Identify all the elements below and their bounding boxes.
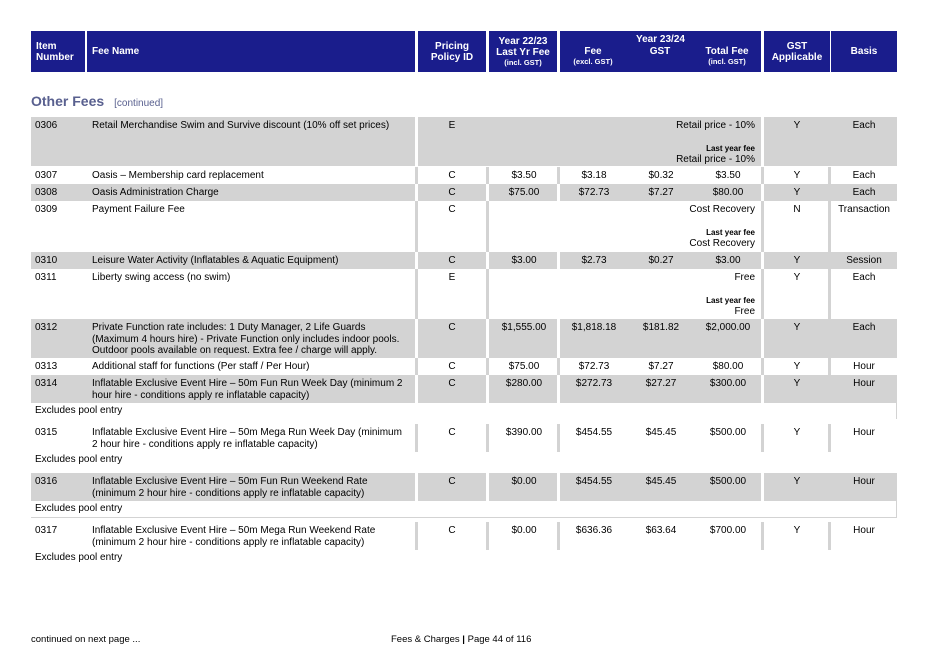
header-applicable-label: Applicable [771,51,823,63]
fee-excl-gst: $2.73 [581,255,607,266]
total-fee: $300.00 [709,378,747,389]
total-fee: $3.00 [715,255,741,266]
last-yr-fee: $3.50 [511,170,537,181]
fee-excl-gst: $454.55 [575,427,613,438]
fee-excl-gst: $72.73 [578,361,610,372]
gst-applicable: N [793,204,801,215]
table-row [31,473,897,501]
fee-excl-gst: $636.36 [575,525,613,536]
fee-text: Free [734,272,755,283]
row-note [31,452,897,468]
gst-amount: $7.27 [648,361,674,372]
header-fee-label: Fee [584,46,602,57]
gst-applicable: Y [793,525,801,536]
pricing-policy: C [448,378,456,389]
header-fee-name-label: Fee Name [92,46,140,57]
fee-name: Oasis – Membership card replacement [92,170,264,181]
basis: Hour [853,378,875,389]
fee-name: Oasis Administration Charge [92,187,219,198]
footer-separator: | [462,634,465,645]
pricing-policy: C [448,204,456,215]
header-incl-gst: (incl. GST) [504,57,542,67]
header-fee-name [87,31,415,72]
gst-amount: $0.27 [648,255,674,266]
last-year-label: Last year fee [706,143,755,153]
total-fee: $80.00 [712,187,744,198]
pricing-policy: C [448,255,456,266]
fee-text-block [490,120,755,166]
footer-doc-title: Fees & Charges [391,634,460,645]
row-note [31,550,897,566]
section-title-text: Other Fees [31,93,105,109]
header-total-fee-label: Total Fee [705,46,749,57]
last-yr-fee: $0.00 [511,525,537,536]
footer-continued: continued on next page ... [31,634,141,645]
basis: Transaction [838,204,890,215]
gst-amount: $27.27 [645,378,677,389]
section-continued: [continued] [114,98,164,109]
table-row [31,424,897,452]
gst-amount: $45.45 [645,427,677,438]
gst-applicable: Y [793,378,801,389]
gst-applicable: Y [793,255,801,266]
row-note-text: Excludes pool entry [35,405,123,416]
fee-name: Leisure Water Activity (Inflatables & Aquatic Equipment) [92,255,339,266]
fee-excl-gst: $1,818.18 [571,322,617,333]
pricing-policy: E [448,120,456,131]
gst-applicable: Y [793,476,801,487]
basis: Each [852,322,876,333]
basis: Hour [853,525,875,536]
pricing-policy: E [448,272,456,283]
total-fee: $2,000.00 [705,322,751,333]
fee-name: Payment Failure Fee [92,204,185,215]
item-number: 0316 [35,476,58,487]
gst-amount: $0.32 [648,170,674,181]
row-note-text: Excludes pool entry [35,454,123,465]
pricing-policy: C [448,476,456,487]
fee-excl-gst: $3.18 [581,170,607,181]
fee-name: Private Function rate includes: 1 Duty Manager, 2 Life Guards (Maximum 4 hours hire) - Private Function only includes indoor pools. Outdoor pools available on request. Extra fee / charge will apply. [92,322,400,356]
header-year-curr: Year 23/24 [636,34,685,45]
item-number: 0317 [35,525,58,536]
last-yr-fee: $75.00 [508,187,540,198]
fee-excl-gst: $454.55 [575,476,613,487]
item-number: 0306 [35,120,58,131]
table-row [31,358,897,375]
fee-name: Retail Merchandise Swim and Survive discount (10% off set prices) [92,120,390,131]
table-row [31,319,897,358]
basis: Each [852,120,876,131]
pricing-policy: C [448,427,456,438]
header-excl-gst: (excl. GST) [573,57,613,66]
header-gst-applicable [764,31,830,72]
fee-name: Liberty swing access (no swim) [92,272,231,283]
row-note [31,501,897,518]
header-policy-label: Policy ID [430,51,474,63]
last-yr-fee: $0.00 [511,476,537,487]
last-year-value: Cost Recovery [689,238,755,249]
item-number: 0314 [35,378,58,389]
basis: Session [846,255,882,266]
basis: Each [852,187,876,198]
gst-applicable: Y [793,272,801,283]
fee-text: Retail price - 10% [676,120,755,131]
last-year-label: Last year fee [706,295,755,305]
header-basis [831,31,897,72]
section-title [31,93,163,109]
header-fee [560,46,626,66]
item-number: 0307 [35,170,58,181]
header-gst-label: GST [786,40,808,52]
fee-name: Inflatable Exclusive Event Hire – 50m Fun Run Weekend Rate (minimum 2 hour hire - conditions apply re inflatable capacity) [92,476,368,499]
header-item-number [31,31,85,72]
header-number-label: Number [36,51,74,63]
fee-excl-gst: $72.73 [578,187,610,198]
gst-applicable: Y [793,322,801,333]
header-year-prev: Year 22/23 [498,35,548,47]
item-number: 0308 [35,187,58,198]
row-note [31,403,897,419]
header-basis-label: Basis [850,46,878,57]
item-number: 0311 [35,272,57,283]
header-total-fee [694,46,760,66]
table-row [31,522,897,550]
fee-name: Inflatable Exclusive Event Hire – 50m Mega Run Week Day (minimum 2 hour hire - conditions apply re inflatable capacity) [92,427,402,450]
header-pricing-policy [418,31,486,72]
gst-applicable: Y [793,120,801,131]
table-row [31,184,897,201]
fee-text-block [490,204,755,250]
last-yr-fee: $1,555.00 [501,322,547,333]
header-gst: GST [649,46,671,57]
table-row [31,375,897,403]
basis: Hour [853,476,875,487]
footer-page-number: Page 44 of 116 [467,634,532,645]
last-year-value: Free [734,306,755,317]
last-year-label: Last year fee [706,227,755,237]
gst-amount: $63.64 [645,525,677,536]
table-row [31,252,897,269]
fee-excl-gst: $272.73 [575,378,613,389]
table-row [31,167,897,184]
basis: Hour [853,361,875,372]
row-note-text: Excludes pool entry [35,552,123,563]
header-total-incl: (incl. GST) [708,57,746,66]
pricing-policy: C [448,361,456,372]
pricing-policy: C [448,525,456,536]
item-number: 0310 [35,255,58,266]
header-pricing-label: Pricing [435,40,469,52]
fee-name: Inflatable Exclusive Event Hire – 50m Mega Run Weekend Rate (minimum 2 hour hire - conditions apply re inflatable capacity) [92,525,376,548]
last-yr-fee: $390.00 [505,427,543,438]
last-yr-fee: $75.00 [508,361,540,372]
last-yr-fee: $3.00 [511,255,537,266]
footer-page-info [391,634,531,645]
pricing-policy: C [448,170,456,181]
header-item-label: Item [36,40,57,52]
fee-name: Additional staff for functions (Per staff / Per Hour) [92,361,310,372]
total-fee: $3.50 [715,170,741,181]
header-last-yr-fee: Last Yr Fee [496,46,550,58]
last-year-value: Retail price - 10% [676,154,755,165]
row-note-text: Excludes pool entry [35,503,123,514]
gst-amount: $7.27 [648,187,674,198]
item-number: 0313 [35,361,58,372]
total-fee: $500.00 [709,427,747,438]
gst-applicable: Y [793,427,801,438]
item-number: 0312 [35,322,58,333]
item-number: 0309 [35,204,58,215]
table-row [31,269,897,319]
item-number: 0315 [35,427,58,438]
last-yr-fee: $280.00 [505,378,543,389]
fee-text: Cost Recovery [689,204,755,215]
total-fee: $500.00 [709,476,747,487]
basis: Each [852,170,876,181]
fee-name: Inflatable Exclusive Event Hire – 50m Fun Run Week Day (minimum 2 hour hire - conditions apply re inflatable capacity) [92,378,403,401]
table-row [31,201,897,252]
gst-applicable: Y [793,361,801,372]
total-fee: $80.00 [712,361,744,372]
gst-applicable: Y [793,187,801,198]
header-last-yr [489,31,557,72]
gst-amount: $45.45 [645,476,677,487]
gst-amount: $181.82 [642,322,680,333]
basis: Hour [853,427,875,438]
pricing-policy: C [448,187,456,198]
total-fee: $700.00 [709,525,747,536]
gst-applicable: Y [793,170,801,181]
fee-text-block [490,272,755,318]
table-row [31,117,897,166]
pricing-policy: C [448,322,456,333]
basis: Each [852,272,876,283]
